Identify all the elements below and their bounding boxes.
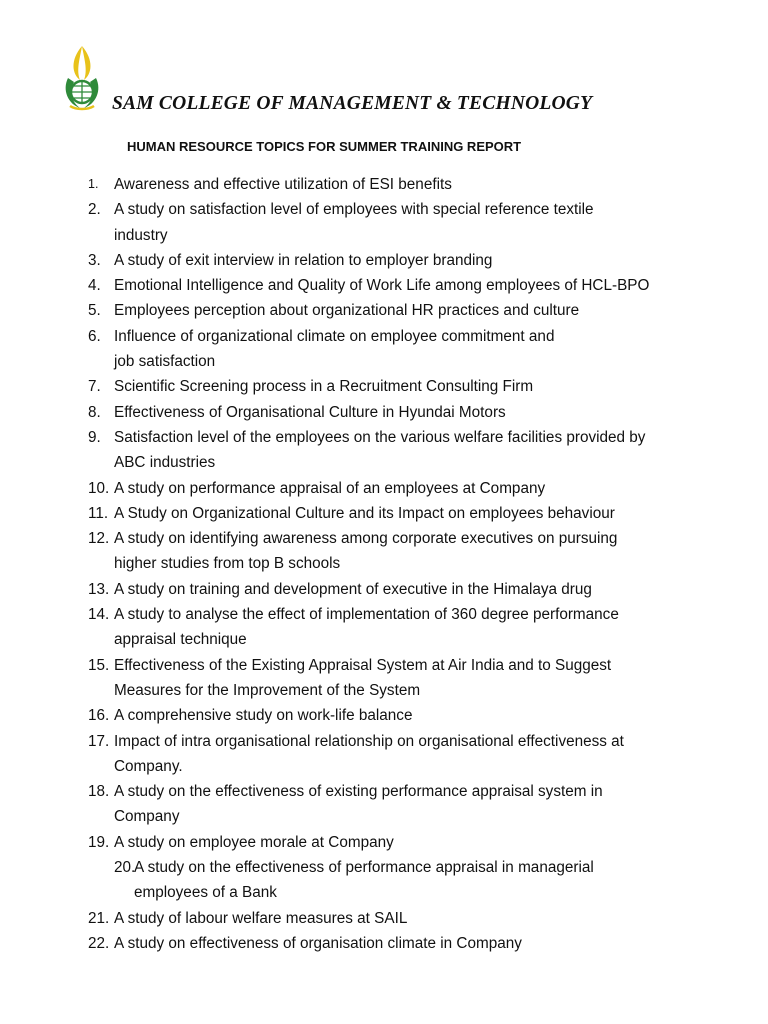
- topic-text: Impact of intra organisational relationship on organisational effectiveness at: [114, 732, 624, 750]
- topic-item: [70, 602, 760, 653]
- logo-emblem-icon: [60, 44, 104, 112]
- topic-text-continuation: employees of a Bank: [134, 884, 277, 902]
- topic-text: A Study on Organizational Culture and its Impact on employees behaviour: [114, 504, 615, 522]
- topic-item: [70, 374, 760, 399]
- topic-number: 6.: [88, 327, 101, 345]
- topic-text: Effectiveness of Organisational Culture in Hyundai Motors: [114, 403, 506, 421]
- topic-item: [70, 298, 760, 323]
- topic-number: 4.: [88, 277, 101, 295]
- topic-item: [70, 273, 760, 298]
- topic-number: 11.: [88, 504, 109, 522]
- topic-text-continuation: job satisfaction: [114, 353, 216, 371]
- topic-text-continuation: industry: [114, 226, 168, 244]
- topic-number: 16.: [88, 707, 110, 725]
- topic-item: [70, 931, 760, 956]
- topic-text: Effectiveness of the Existing Appraisal System at Air India and to Suggest: [114, 656, 612, 674]
- topic-item: [70, 476, 760, 501]
- topic-item: [70, 779, 760, 830]
- topic-item: [70, 172, 760, 197]
- topic-text: A study on the effectiveness of existing performance appraisal system in: [114, 783, 603, 801]
- topic-text: A study to analyse the effect of implementation of 360 degree performance: [114, 606, 619, 624]
- topic-text: A study on identifying awareness among corporate executives on pursuing: [114, 530, 618, 548]
- document-subtitle: HUMAN RESOURCE TOPICS FOR SUMMER TRAINING REPORT: [127, 139, 522, 154]
- topic-item: [70, 703, 760, 728]
- topic-text: Awareness and effective utilization of ESI benefits: [114, 176, 452, 193]
- topic-text: A study of exit interview in relation to employer branding: [114, 251, 493, 269]
- topic-item: [70, 855, 760, 906]
- topic-number: 21.: [88, 909, 110, 927]
- topic-number: 15.: [88, 656, 110, 674]
- topic-number: 2.: [88, 201, 101, 219]
- topic-number: 5.: [88, 302, 101, 320]
- college-name: SAM COLLEGE OF MANAGEMENT & TECHNOLOGY: [112, 93, 593, 114]
- topic-text: Emotional Intelligence and Quality of Work Life among employees of HCL-BPO: [114, 277, 650, 295]
- topic-text: Influence of organizational climate on employee commitment and: [114, 327, 555, 345]
- topic-item: [70, 653, 760, 704]
- topic-item: [70, 197, 760, 248]
- topic-text: Employees perception about organizational HR practices and culture: [114, 302, 580, 320]
- topic-item: [70, 324, 760, 375]
- topic-number: 3.: [88, 251, 101, 269]
- topic-item: [70, 577, 760, 602]
- topic-number: 8.: [88, 403, 101, 421]
- topic-item: [70, 400, 760, 425]
- college-logo: [60, 44, 104, 112]
- topic-number: 10.: [88, 479, 110, 497]
- topic-number: 17.: [88, 732, 110, 750]
- topic-text: A comprehensive study on work-life balance: [114, 707, 413, 725]
- topic-text-continuation: ABC industries: [114, 454, 216, 472]
- topic-text-continuation: Company.: [114, 757, 183, 775]
- topic-item: [70, 425, 760, 476]
- topic-list: [70, 172, 760, 956]
- topic-number: 18.: [88, 783, 110, 801]
- topic-text: Satisfaction level of the employees on the various welfare facilities provided by: [114, 428, 646, 446]
- topic-text: A study of labour welfare measures at SAIL: [114, 909, 408, 927]
- topic-item: [70, 906, 760, 931]
- topic-item: [70, 501, 760, 526]
- topic-number: 13.: [88, 580, 110, 598]
- topic-text: A study on employee morale at Company: [114, 833, 394, 851]
- topic-text-continuation: higher studies from top B schools: [114, 555, 341, 573]
- topic-number: 20.: [114, 859, 136, 877]
- topic-item: [70, 729, 760, 780]
- topic-text: A study on training and development of executive in the Himalaya drug: [114, 580, 592, 598]
- topic-text: A study on effectiveness of organisation climate in Company: [114, 934, 522, 952]
- topic-text-continuation: Measures for the Improvement of the System: [114, 681, 421, 699]
- topic-number: 22.: [88, 934, 110, 952]
- topic-text-continuation: appraisal technique: [114, 631, 247, 649]
- topic-text: A study on the effectiveness of performance appraisal in managerial: [134, 859, 594, 877]
- topic-item: [70, 830, 760, 855]
- topic-item: [70, 248, 760, 273]
- topic-text: Scientific Screening process in a Recruitment Consulting Firm: [114, 378, 534, 396]
- topic-number: 19.: [88, 833, 110, 851]
- topic-text: A study on satisfaction level of employees with special reference textile: [114, 201, 594, 219]
- topic-text: A study on performance appraisal of an employees at Company: [114, 479, 546, 497]
- topic-number: 14.: [88, 606, 110, 624]
- topic-text-continuation: Company: [114, 808, 180, 826]
- topic-number: 9.: [88, 428, 101, 446]
- topic-item: [70, 526, 760, 577]
- topic-number: 12.: [88, 530, 110, 548]
- topic-number: 1.: [88, 177, 99, 191]
- topic-number: 7.: [88, 378, 101, 396]
